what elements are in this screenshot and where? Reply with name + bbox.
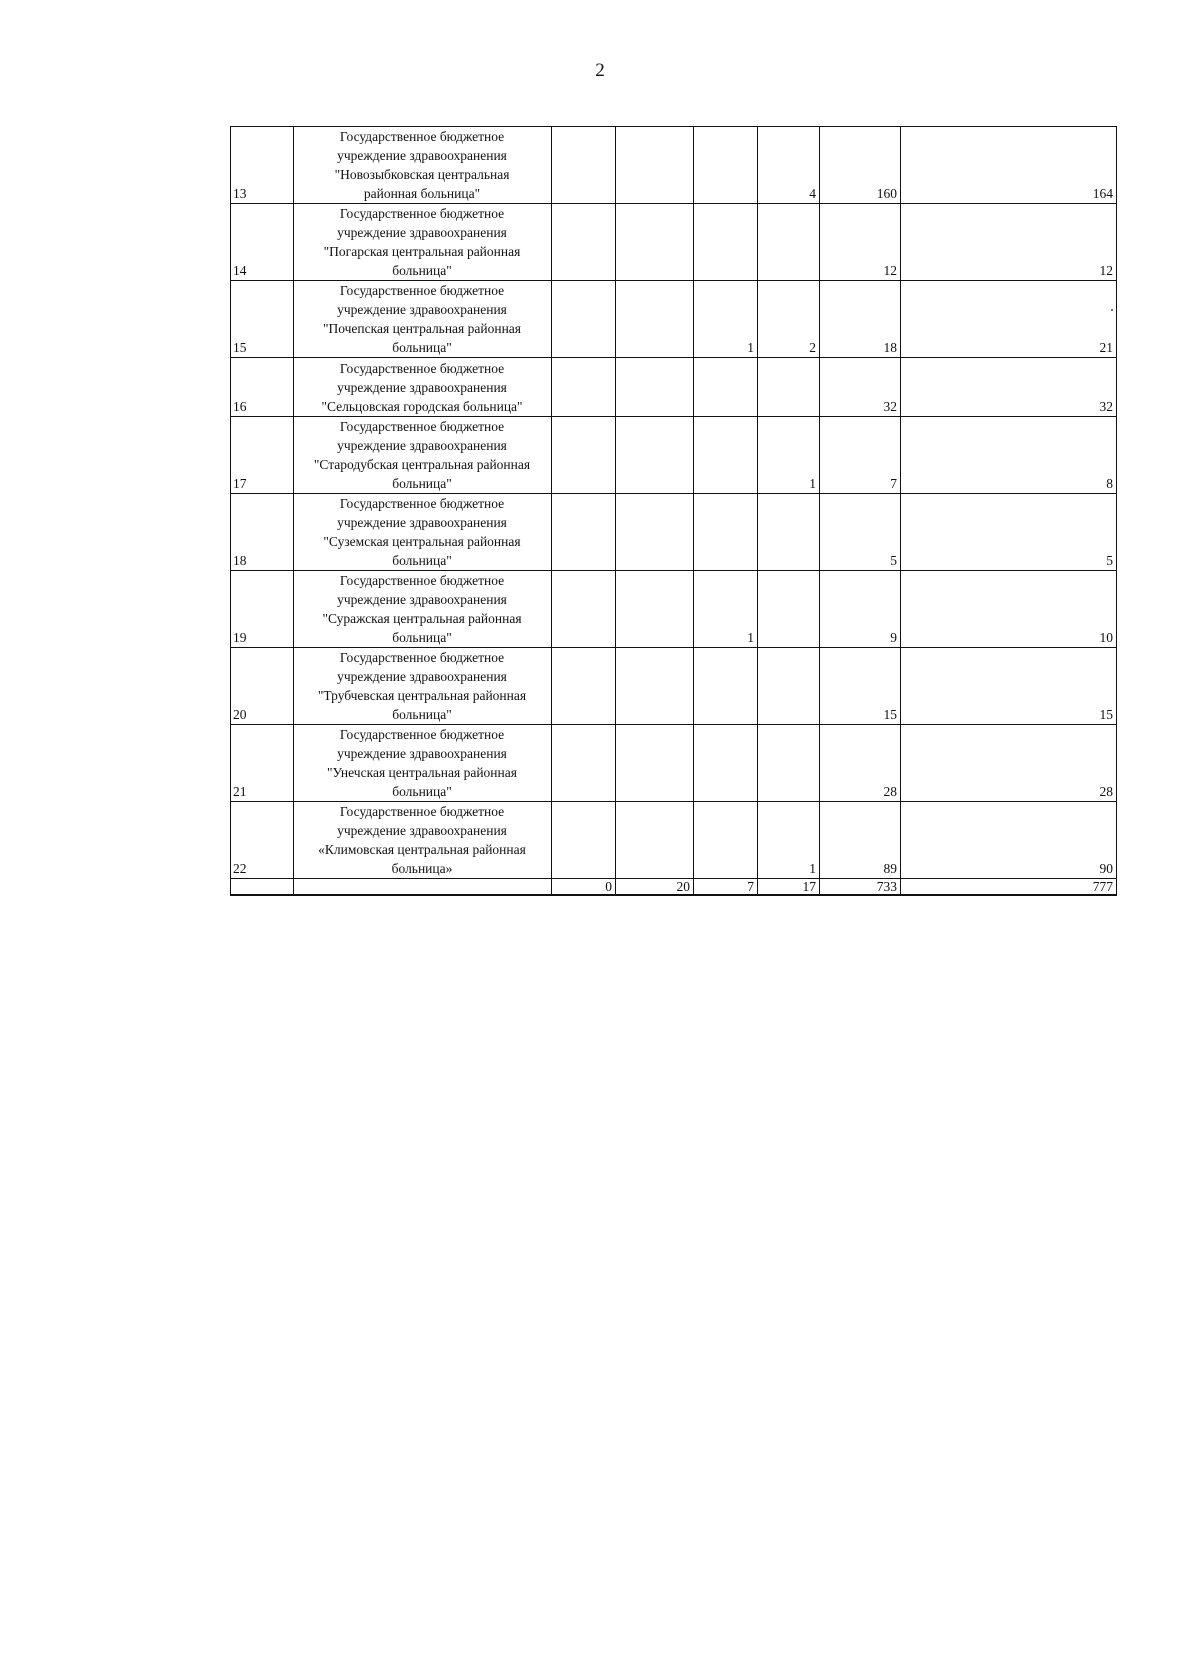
value-cell: 1 bbox=[694, 571, 758, 648]
table-row bbox=[231, 494, 1117, 571]
value-cell bbox=[552, 417, 616, 494]
institution-name: Государственное бюджетное учреждение здравоохранения "Стародубская центральная районная больница" bbox=[294, 417, 552, 494]
institution-name: Государственное бюджетное учреждение здравоохранения «Климовская центральная районная больница» bbox=[294, 802, 552, 879]
table-row bbox=[231, 725, 1117, 802]
total-cell: 12 bbox=[901, 204, 1117, 281]
row-number: 13 bbox=[231, 127, 294, 204]
value-cell: 4 bbox=[758, 127, 820, 204]
row-number: 17 bbox=[231, 417, 294, 494]
value-cell bbox=[694, 358, 758, 417]
hospital-table bbox=[230, 126, 1117, 896]
total-cell: 21 bbox=[901, 281, 1117, 358]
page-number: 2 bbox=[595, 60, 605, 81]
value-cell bbox=[616, 571, 694, 648]
totals-cell: 0 bbox=[552, 879, 616, 896]
table-row bbox=[231, 417, 1117, 494]
grand-total-cell: 777 bbox=[901, 879, 1117, 896]
value-cell bbox=[552, 127, 616, 204]
value-cell: 89 bbox=[820, 802, 901, 879]
value-cell bbox=[758, 648, 820, 725]
total-cell: 10 bbox=[901, 571, 1117, 648]
value-cell bbox=[758, 204, 820, 281]
row-number: 19 bbox=[231, 571, 294, 648]
table-row bbox=[231, 802, 1117, 879]
totals-cell: 733 bbox=[820, 879, 901, 896]
institution-name: Государственное бюджетное учреждение здравоохранения "Погарская центральная районная больница" bbox=[294, 204, 552, 281]
value-cell bbox=[552, 802, 616, 879]
value-cell bbox=[616, 725, 694, 802]
value-cell: 5 bbox=[820, 494, 901, 571]
value-cell: 160 bbox=[820, 127, 901, 204]
totals-cell: 7 bbox=[694, 879, 758, 896]
table-row bbox=[231, 204, 1117, 281]
row-number: 21 bbox=[231, 725, 294, 802]
value-cell bbox=[552, 494, 616, 571]
value-cell bbox=[758, 494, 820, 571]
total-cell: 28 bbox=[901, 725, 1117, 802]
total-cell: 5 bbox=[901, 494, 1117, 571]
value-cell bbox=[552, 648, 616, 725]
value-cell bbox=[616, 358, 694, 417]
total-cell: 32 bbox=[901, 358, 1117, 417]
table-row bbox=[231, 648, 1117, 725]
institution-name: Государственное бюджетное учреждение здравоохранения "Унечская центральная районная больница" bbox=[294, 725, 552, 802]
value-cell bbox=[694, 648, 758, 725]
value-cell bbox=[616, 648, 694, 725]
value-cell bbox=[694, 127, 758, 204]
value-cell: 1 bbox=[758, 802, 820, 879]
value-cell bbox=[694, 204, 758, 281]
value-cell bbox=[616, 802, 694, 879]
totals-label bbox=[294, 879, 552, 896]
row-number: 15 bbox=[231, 281, 294, 358]
value-cell bbox=[552, 204, 616, 281]
value-cell: 28 bbox=[820, 725, 901, 802]
value-cell bbox=[758, 725, 820, 802]
totals-number bbox=[231, 879, 294, 896]
institution-name: Государственное бюджетное учреждение здравоохранения "Сельцовская городская больница" bbox=[294, 358, 552, 417]
value-cell bbox=[694, 802, 758, 879]
value-cell: 1 bbox=[758, 417, 820, 494]
value-cell bbox=[616, 281, 694, 358]
value-cell bbox=[758, 358, 820, 417]
table-row bbox=[231, 127, 1117, 204]
value-cell: 32 bbox=[820, 358, 901, 417]
value-cell bbox=[758, 571, 820, 648]
value-cell: 1 bbox=[694, 281, 758, 358]
row-number: 20 bbox=[231, 648, 294, 725]
value-cell bbox=[616, 204, 694, 281]
row-number: 22 bbox=[231, 802, 294, 879]
institution-name: Государственное бюджетное учреждение здравоохранения "Суражская центральная районная больница" bbox=[294, 571, 552, 648]
value-cell bbox=[552, 281, 616, 358]
value-cell bbox=[616, 494, 694, 571]
value-cell bbox=[616, 417, 694, 494]
institution-name: Государственное бюджетное учреждение здравоохранения "Трубчевская центральная районная больница" bbox=[294, 648, 552, 725]
total-cell: 164 bbox=[901, 127, 1117, 204]
value-cell: 18 bbox=[820, 281, 901, 358]
table-row bbox=[231, 571, 1117, 648]
value-cell: 12 bbox=[820, 204, 901, 281]
institution-name: Государственное бюджетное учреждение здравоохранения "Почепская центральная районная больница" bbox=[294, 281, 552, 358]
table-row bbox=[231, 358, 1117, 417]
table-row bbox=[231, 281, 1117, 358]
value-cell bbox=[694, 417, 758, 494]
value-cell bbox=[694, 494, 758, 571]
total-cell: 8 bbox=[901, 417, 1117, 494]
value-cell: 7 bbox=[820, 417, 901, 494]
value-cell: 15 bbox=[820, 648, 901, 725]
total-cell: 15 bbox=[901, 648, 1117, 725]
value-cell: 9 bbox=[820, 571, 901, 648]
value-cell bbox=[552, 358, 616, 417]
row-number: 14 bbox=[231, 204, 294, 281]
totals-row bbox=[231, 879, 1117, 896]
value-cell bbox=[694, 725, 758, 802]
value-cell: 2 bbox=[758, 281, 820, 358]
value-cell bbox=[552, 725, 616, 802]
institution-name: Государственное бюджетное учреждение здравоохранения "Новозыбковская центральная районная больница" bbox=[294, 127, 552, 204]
value-cell bbox=[552, 571, 616, 648]
institution-name: Государственное бюджетное учреждение здравоохранения "Суземская центральная районная больница" bbox=[294, 494, 552, 571]
value-cell bbox=[616, 127, 694, 204]
row-number: 16 bbox=[231, 358, 294, 417]
totals-cell: 17 bbox=[758, 879, 820, 896]
row-number: 18 bbox=[231, 494, 294, 571]
totals-cell: 20 bbox=[616, 879, 694, 896]
total-cell: 90 bbox=[901, 802, 1117, 879]
